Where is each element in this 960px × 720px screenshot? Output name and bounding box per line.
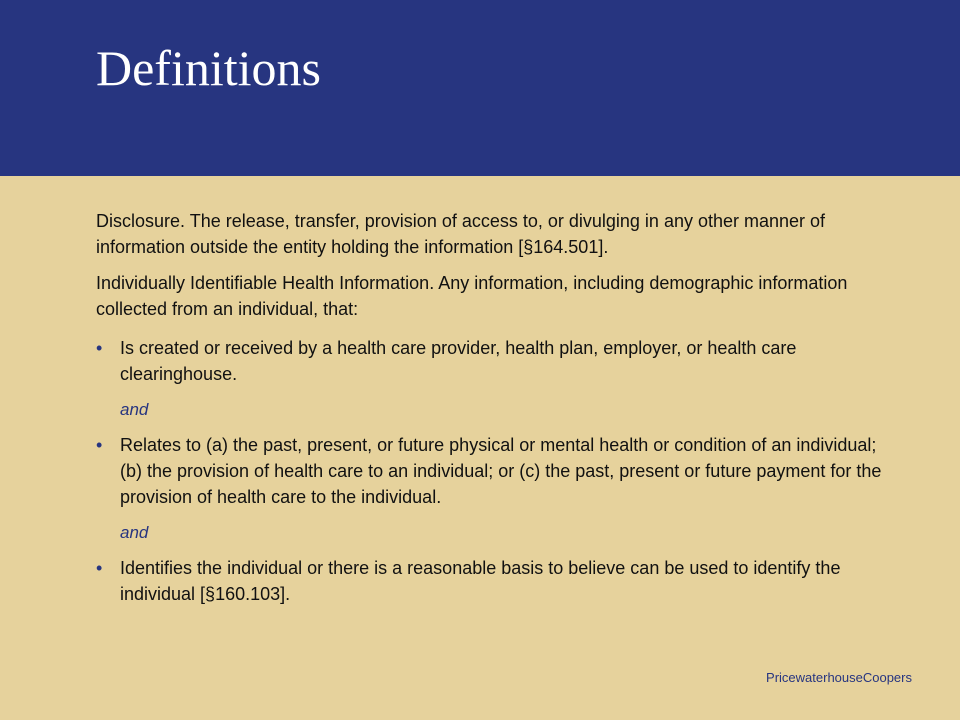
bullet-text: Relates to (a) the past, present, or future physical or mental health or condition of an individual; (b) the provision of health care to an individual; or (c) the past, present or future payment for the provision of health care to the individual. [120, 435, 882, 507]
title-band [0, 0, 960, 176]
slide-title: Definitions [96, 40, 321, 96]
slide-body [96, 208, 896, 607]
bullet-icon: • [96, 558, 103, 578]
bullet-item [96, 335, 896, 387]
definition-text: . Any information, including demographic information collected from an individual, that: [96, 273, 848, 319]
definition-term: Individually Identifiable Health Information [96, 273, 430, 293]
connector-and: and [120, 523, 149, 542]
bullet-item [96, 432, 896, 510]
definition-disclosure [96, 208, 896, 260]
bullet-icon: • [96, 435, 103, 455]
bullet-text: Identifies the individual or there is a reasonable basis to believe can be used to identify the individual [§160.103]. [120, 558, 841, 604]
connector-and: and [120, 400, 149, 419]
bullet-item [96, 555, 896, 607]
definition-iihi [96, 270, 896, 322]
bullet-text: Is created or received by a health care provider, health plan, employer, or health care clearinghouse. [120, 338, 797, 384]
definition-term: Disclosure. [96, 211, 186, 231]
footer-brand: PricewaterhouseCoopers [766, 670, 912, 685]
bullet-icon: • [96, 338, 103, 358]
definition-text: The release, transfer, provision of access to, or divulging in any other manner of information outside the entity holding the information [§164.501]. [96, 211, 826, 257]
